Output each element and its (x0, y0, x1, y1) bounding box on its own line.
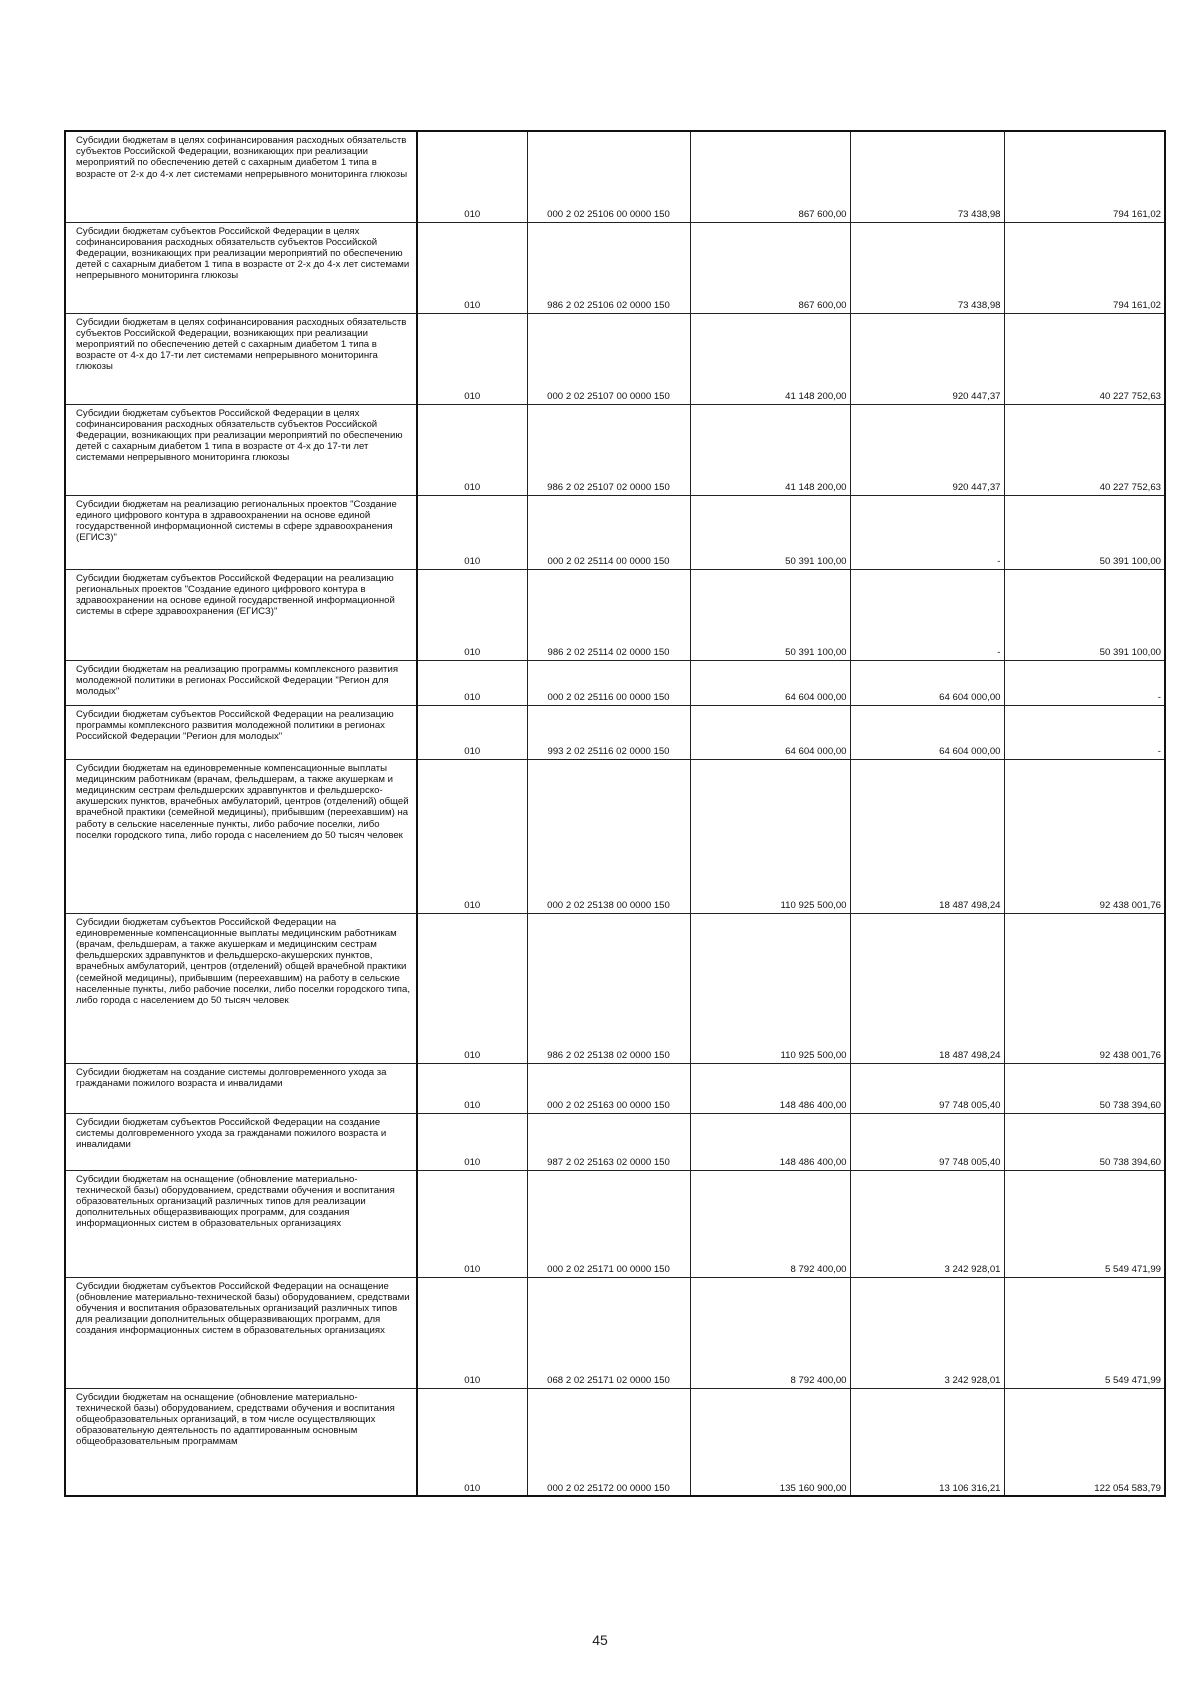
table-row (65, 1277, 1165, 1388)
table-row (65, 1063, 1165, 1113)
row-executed-cell: 3 242 928,01 (850, 1277, 1004, 1388)
row-approved-cell: 8 792 400,00 (690, 1170, 850, 1277)
row-unexecuted-cell: 122 054 583,79 (1004, 1388, 1165, 1496)
table-row (65, 569, 1165, 660)
row-line-code-cell: 010 (417, 660, 527, 705)
row-approved-cell: 867 600,00 (690, 222, 850, 313)
table-row (65, 1113, 1165, 1170)
row-budget-code-cell: 000 2 02 25114 00 0000 150 (527, 495, 690, 569)
row-executed-cell: 97 748 005,40 (850, 1113, 1004, 1170)
table-row (65, 1170, 1165, 1277)
table-row (65, 222, 1165, 313)
row-executed-cell: 920 447,37 (850, 404, 1004, 495)
table-row (65, 495, 1165, 569)
row-name-cell: Субсидии бюджетам субъектов Российской Федерации на единовременные компенсационные выплаты медицинским работникам (врачам, фельдшерам, а также акушеркам и медицинским сестрам фельдшерских здравпунктов и фельдшерско-акушерских пунктов, врачебных амбулаторий, центров (отделений) общей врачебной практики (семейной медицины), прибывшим (переехавшим) на работу в сельские населенные пункты, либо рабочие поселки, либо поселки городского типа, либо города с населением до 50 тысяч человек (65, 913, 417, 1063)
row-approved-cell: 41 148 200,00 (690, 404, 850, 495)
row-line-code-cell: 010 (417, 313, 527, 404)
row-approved-cell: 135 160 900,00 (690, 1388, 850, 1496)
row-approved-cell: 867 600,00 (690, 131, 850, 222)
row-approved-cell: 50 391 100,00 (690, 569, 850, 660)
row-budget-code-cell: 000 2 02 25172 00 0000 150 (527, 1388, 690, 1496)
row-executed-cell: 18 487 498,24 (850, 759, 1004, 913)
budget-revenue-table (64, 130, 1166, 1497)
row-unexecuted-cell: 40 227 752,63 (1004, 404, 1165, 495)
row-approved-cell: 50 391 100,00 (690, 495, 850, 569)
row-budget-code-cell: 000 2 02 25171 00 0000 150 (527, 1170, 690, 1277)
row-name-cell: Субсидии бюджетам на создание системы долговременного ухода за гражданами пожилого возраста и инвалидами (65, 1063, 417, 1113)
row-name-cell: Субсидии бюджетам субъектов Российской Федерации на оснащение (обновление материально-технической базы) оборудованием, средствами обучения и воспитания образовательных организаций различных типов для реализации дополнительных общеразвивающих программ, для создания информационных систем в образовательных организациях (65, 1277, 417, 1388)
row-budget-code-cell: 068 2 02 25171 02 0000 150 (527, 1277, 690, 1388)
row-name-cell: Субсидии бюджетам на реализацию региональных проектов "Создание единого цифрового контура в здравоохранении на основе единой государственной информационной системы в сфере здравоохранения (ЕГИСЗ)" (65, 495, 417, 569)
row-approved-cell: 64 604 000,00 (690, 660, 850, 705)
row-line-code-cell: 010 (417, 222, 527, 313)
row-executed-cell: 97 748 005,40 (850, 1063, 1004, 1113)
table-row (65, 913, 1165, 1063)
row-name-cell: Субсидии бюджетам на единовременные компенсационные выплаты медицинским работникам (врачам, фельдшерам, а также акушеркам и медицинским сестрам фельдшерских здравпунктов и фельдшерско-акушерских пунктов, врачебных амбулаторий, центров (отделений) общей врачебной практики (семейной медицины), прибывшим (переехавшим) на работу в сельские населенные пункты, либо рабочие поселки, либо поселки городского типа, либо города с населением до 50 тысяч человек (65, 759, 417, 913)
row-executed-cell: - (850, 495, 1004, 569)
row-executed-cell: - (850, 569, 1004, 660)
row-unexecuted-cell: 50 391 100,00 (1004, 495, 1165, 569)
row-approved-cell: 110 925 500,00 (690, 913, 850, 1063)
row-line-code-cell: 010 (417, 1063, 527, 1113)
row-line-code-cell: 010 (417, 913, 527, 1063)
table-row (65, 404, 1165, 495)
row-unexecuted-cell: 50 738 394,60 (1004, 1113, 1165, 1170)
row-approved-cell: 41 148 200,00 (690, 313, 850, 404)
row-line-code-cell: 010 (417, 759, 527, 913)
table-row (65, 313, 1165, 404)
row-executed-cell: 920 447,37 (850, 313, 1004, 404)
row-line-code-cell: 010 (417, 705, 527, 759)
row-name-cell: Субсидии бюджетам субъектов Российской Федерации в целях софинансирования расходных обязательств субъектов Российской Федерации, возникающих при реализации мероприятий по обеспечению детей с сахарным диабетом 1 типа в возрасте от 4-х до 17-ти лет системами непрерывного мониторинга глюкозы (65, 404, 417, 495)
row-unexecuted-cell: - (1004, 660, 1165, 705)
row-name-cell: Субсидии бюджетам субъектов Российской Федерации на реализацию региональных проектов "Создание единого цифрового контура в здравоохранении на основе единой государственной информационной системы в сфере здравоохранения (ЕГИСЗ)" (65, 569, 417, 660)
row-budget-code-cell: 000 2 02 25138 00 0000 150 (527, 759, 690, 913)
row-budget-code-cell: 000 2 02 25163 00 0000 150 (527, 1063, 690, 1113)
row-name-cell: Субсидии бюджетам в целях софинансирования расходных обязательств субъектов Российской Федерации, возникающих при реализации мероприятий по обеспечению детей с сахарным диабетом 1 типа в возрасте от 4-х до 17-ти лет системами непрерывного мониторинга глюкозы (65, 313, 417, 404)
row-budget-code-cell: 000 2 02 25116 00 0000 150 (527, 660, 690, 705)
row-line-code-cell: 010 (417, 404, 527, 495)
row-approved-cell: 110 925 500,00 (690, 759, 850, 913)
table-row (65, 759, 1165, 913)
row-budget-code-cell: 986 2 02 25138 02 0000 150 (527, 913, 690, 1063)
row-approved-cell: 8 792 400,00 (690, 1277, 850, 1388)
row-unexecuted-cell: - (1004, 705, 1165, 759)
row-line-code-cell: 010 (417, 131, 527, 222)
row-unexecuted-cell: 50 391 100,00 (1004, 569, 1165, 660)
page-number: 45 (592, 1632, 608, 1648)
row-unexecuted-cell: 40 227 752,63 (1004, 313, 1165, 404)
row-unexecuted-cell: 794 161,02 (1004, 222, 1165, 313)
row-executed-cell: 73 438,98 (850, 222, 1004, 313)
row-executed-cell: 73 438,98 (850, 131, 1004, 222)
row-line-code-cell: 010 (417, 1170, 527, 1277)
row-unexecuted-cell: 50 738 394,60 (1004, 1063, 1165, 1113)
row-unexecuted-cell: 794 161,02 (1004, 131, 1165, 222)
row-executed-cell: 13 106 316,21 (850, 1388, 1004, 1496)
row-budget-code-cell: 986 2 02 25114 02 0000 150 (527, 569, 690, 660)
row-budget-code-cell: 000 2 02 25107 00 0000 150 (527, 313, 690, 404)
row-name-cell: Субсидии бюджетам на оснащение (обновление материально-технической базы) оборудованием, средствами обучения и воспитания образовательных организаций различных типов для реализации дополнительных общеразвивающих программ, для создания информационных систем в образовательных организациях (65, 1170, 417, 1277)
row-approved-cell: 64 604 000,00 (690, 705, 850, 759)
row-approved-cell: 148 486 400,00 (690, 1063, 850, 1113)
row-line-code-cell: 010 (417, 1113, 527, 1170)
row-name-cell: Субсидии бюджетам субъектов Российской Федерации на создание системы долговременного ухода за гражданами пожилого возраста и инвалидами (65, 1113, 417, 1170)
row-budget-code-cell: 986 2 02 25106 02 0000 150 (527, 222, 690, 313)
row-executed-cell: 64 604 000,00 (850, 660, 1004, 705)
row-budget-code-cell: 000 2 02 25106 00 0000 150 (527, 131, 690, 222)
row-budget-code-cell: 993 2 02 25116 02 0000 150 (527, 705, 690, 759)
row-budget-code-cell: 987 2 02 25163 02 0000 150 (527, 1113, 690, 1170)
row-name-cell: Субсидии бюджетам на оснащение (обновление материально-технической базы) оборудованием, средствами обучения и воспитания общеобразовательных организаций, в том числе осуществляющих образовательную деятельность по адаптированным основным общеобразовательным программам (65, 1388, 417, 1496)
row-line-code-cell: 010 (417, 569, 527, 660)
row-unexecuted-cell: 92 438 001,76 (1004, 759, 1165, 913)
row-line-code-cell: 010 (417, 495, 527, 569)
row-unexecuted-cell: 5 549 471,99 (1004, 1170, 1165, 1277)
table-row (65, 660, 1165, 705)
row-unexecuted-cell: 92 438 001,76 (1004, 913, 1165, 1063)
row-line-code-cell: 010 (417, 1388, 527, 1496)
table-row (65, 131, 1165, 222)
row-line-code-cell: 010 (417, 1277, 527, 1388)
row-name-cell: Субсидии бюджетам в целях софинансирования расходных обязательств субъектов Российской Федерации, возникающих при реализации мероприятий по обеспечению детей с сахарным диабетом 1 типа в возрасте от 2-х до 4-х лет системами непрерывного мониторинга глюкозы (65, 131, 417, 222)
row-unexecuted-cell: 5 549 471,99 (1004, 1277, 1165, 1388)
row-name-cell: Субсидии бюджетам на реализацию программы комплексного развития молодежной политики в регионах Российской Федерации "Регион для молодых" (65, 660, 417, 705)
row-budget-code-cell: 986 2 02 25107 02 0000 150 (527, 404, 690, 495)
table-row (65, 705, 1165, 759)
table-row (65, 1388, 1165, 1496)
report-sheet (64, 130, 1164, 1497)
row-approved-cell: 148 486 400,00 (690, 1113, 850, 1170)
row-executed-cell: 3 242 928,01 (850, 1170, 1004, 1277)
row-executed-cell: 18 487 498,24 (850, 913, 1004, 1063)
row-executed-cell: 64 604 000,00 (850, 705, 1004, 759)
row-name-cell: Субсидии бюджетам субъектов Российской Федерации на реализацию программы комплексного развития молодежной политики в регионах Российской Федерации "Регион для молодых" (65, 705, 417, 759)
row-name-cell: Субсидии бюджетам субъектов Российской Федерации в целях софинансирования расходных обязательств субъектов Российской Федерации, возникающих при реализации мероприятий по обеспечению детей с сахарным диабетом 1 типа в возрасте от 2-х до 4-х лет системами непрерывного мониторинга глюкозы (65, 222, 417, 313)
